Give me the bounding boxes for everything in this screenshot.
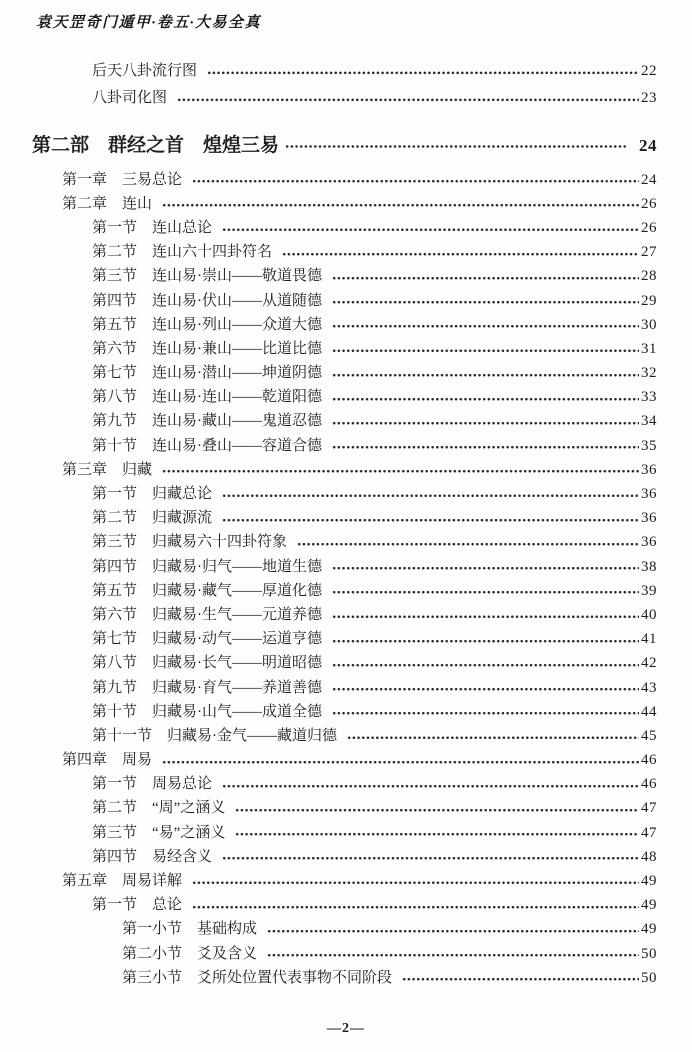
toc-entry-page: 32 bbox=[641, 365, 657, 382]
toc-entry-label: 第二节 连山六十四卦符名 bbox=[92, 244, 273, 261]
toc-list bbox=[0, 58, 692, 990]
page-number-footer: —2— bbox=[327, 1021, 365, 1036]
toc-entry bbox=[0, 652, 692, 676]
dot-leader bbox=[162, 749, 639, 773]
toc-entry bbox=[0, 482, 692, 506]
toc-entry bbox=[0, 531, 692, 555]
toc-entry bbox=[0, 603, 692, 627]
toc-entry-label: 第九节 连山易·藏山——鬼道忍德 bbox=[92, 413, 322, 430]
book-title-header: 袁天罡奇门遁甲·卷五·大易全真 bbox=[36, 15, 262, 31]
toc-entry bbox=[0, 918, 692, 942]
toc-entry-page: 29 bbox=[641, 292, 657, 309]
dot-leader bbox=[282, 241, 639, 265]
toc-entry-label: 第一小节 基础构成 bbox=[122, 921, 258, 938]
dot-leader bbox=[162, 458, 639, 482]
toc-entry-page: 40 bbox=[641, 606, 657, 623]
toc-entry bbox=[0, 628, 692, 652]
dot-leader bbox=[332, 410, 639, 434]
toc-entry-page: 49 bbox=[641, 897, 657, 914]
toc-entry-page: 41 bbox=[641, 631, 657, 648]
toc-entry bbox=[0, 130, 692, 160]
toc-entry-label: 第七节 归藏易·动气——运道亨德 bbox=[92, 631, 322, 648]
dot-leader bbox=[332, 337, 639, 361]
toc-entry bbox=[0, 337, 692, 361]
dot-leader bbox=[222, 507, 639, 531]
toc-entry-label: 第十节 连山易·叠山——容道合德 bbox=[92, 437, 322, 454]
dot-leader bbox=[332, 700, 639, 724]
dot-leader bbox=[402, 966, 639, 990]
toc-entry-label: 第八节 归藏易·长气——明道昭德 bbox=[92, 655, 322, 672]
toc-entry bbox=[0, 676, 692, 700]
toc-entry-label: 八卦司化图 bbox=[92, 90, 168, 106]
toc-entry-label: 第二节 归藏源流 bbox=[92, 510, 213, 527]
dot-leader bbox=[267, 918, 639, 942]
toc-entry bbox=[0, 966, 692, 990]
dot-leader bbox=[332, 603, 639, 627]
toc-entry-page: 36 bbox=[641, 486, 657, 503]
toc-entry-label: 第六节 归藏易·生气——元道养德 bbox=[92, 606, 322, 623]
toc-entry bbox=[0, 216, 692, 240]
dot-leader bbox=[177, 85, 639, 112]
toc-entry-page: 30 bbox=[641, 316, 657, 333]
toc-entry-label: 第三章 归藏 bbox=[62, 461, 153, 478]
toc-entry bbox=[0, 192, 692, 216]
toc-entry-page: 28 bbox=[641, 268, 657, 285]
toc-entry-page: 36 bbox=[641, 461, 657, 478]
toc-entry bbox=[0, 700, 692, 724]
toc-entry bbox=[0, 869, 692, 893]
toc-entry-label: 第二节 “周”之涵义 bbox=[92, 800, 226, 817]
toc-entry-page: 49 bbox=[641, 873, 657, 890]
toc-entry-page: 47 bbox=[641, 800, 657, 817]
toc-entry-page: 23 bbox=[641, 90, 657, 106]
toc-entry-label: 第六节 连山易·兼山——比道比德 bbox=[92, 340, 322, 357]
toc-entry-page: 35 bbox=[641, 437, 657, 454]
toc-entry-label: 第五节 连山易·列山——众道大德 bbox=[92, 316, 322, 333]
toc-entry-label: 第八节 连山易·连山——乾道阳德 bbox=[92, 389, 322, 406]
dot-leader bbox=[332, 434, 639, 458]
toc-entry bbox=[0, 579, 692, 603]
toc-entry bbox=[0, 313, 692, 337]
toc-entry-page: 46 bbox=[641, 776, 657, 793]
toc-entry-label: 第一节 连山总论 bbox=[92, 219, 213, 236]
dot-leader bbox=[192, 894, 639, 918]
toc-entry bbox=[0, 168, 692, 192]
toc-entry bbox=[0, 85, 692, 112]
toc-entry-page: 50 bbox=[641, 945, 657, 962]
toc-entry-page: 49 bbox=[641, 921, 657, 938]
toc-entry-page: 46 bbox=[641, 752, 657, 769]
toc-entry-label: 第一节 周易总论 bbox=[92, 776, 213, 793]
toc-entry-label: 第三节 “易”之涵义 bbox=[92, 824, 226, 841]
dot-leader bbox=[332, 628, 639, 652]
toc-entry-page: 45 bbox=[641, 727, 657, 744]
toc-entry bbox=[0, 458, 692, 482]
dot-leader bbox=[332, 555, 639, 579]
toc-entry-page: 43 bbox=[641, 679, 657, 696]
toc-entry-label: 第一章 三易总论 bbox=[62, 171, 183, 188]
toc-entry bbox=[0, 894, 692, 918]
dot-leader bbox=[332, 676, 639, 700]
dot-leader bbox=[332, 313, 639, 337]
toc-entry bbox=[0, 821, 692, 845]
toc-entry-label: 第二章 连山 bbox=[62, 195, 153, 212]
toc-entry-label: 第三小节 爻所处位置代表事物不同阶段 bbox=[122, 969, 393, 986]
dot-leader bbox=[192, 168, 639, 192]
toc-entry bbox=[0, 555, 692, 579]
toc-entry bbox=[0, 845, 692, 869]
dot-leader bbox=[222, 845, 639, 869]
dot-leader bbox=[332, 386, 639, 410]
toc-entry-label: 第一节 总论 bbox=[92, 897, 183, 914]
toc-entry-page: 48 bbox=[641, 848, 657, 865]
toc-entry-label: 第三节 连山易·崇山——敬道畏德 bbox=[92, 268, 322, 285]
dot-leader bbox=[285, 130, 628, 160]
toc-entry-page: 39 bbox=[641, 582, 657, 599]
toc-entry-label: 第四节 易经含义 bbox=[92, 848, 213, 865]
toc-entry-label: 第二部 群经之首 煌煌三易 bbox=[32, 134, 280, 156]
toc-entry-label: 第五节 归藏易·藏气——厚道化德 bbox=[92, 582, 322, 599]
toc-entry-label: 第三节 归藏易六十四卦符象 bbox=[92, 534, 288, 551]
toc-entry bbox=[0, 797, 692, 821]
toc-entry bbox=[0, 724, 692, 748]
dot-leader bbox=[332, 362, 639, 386]
dot-leader bbox=[192, 869, 639, 893]
toc-entry-page: 24 bbox=[641, 171, 657, 188]
dot-leader bbox=[207, 58, 639, 85]
toc-entry-page: 26 bbox=[641, 219, 657, 236]
dot-leader bbox=[222, 773, 639, 797]
toc-entry-label: 第七节 连山易·潜山——坤道阴德 bbox=[92, 365, 322, 382]
toc-entry-page: 34 bbox=[641, 413, 657, 430]
toc-entry-label: 第十一节 归藏易·金气——藏道归德 bbox=[92, 727, 337, 744]
toc-entry-page: 27 bbox=[641, 244, 657, 261]
toc-entry-page: 36 bbox=[641, 510, 657, 527]
toc-entry bbox=[0, 942, 692, 966]
toc-entry bbox=[0, 434, 692, 458]
dot-leader bbox=[222, 482, 639, 506]
toc-entry bbox=[0, 386, 692, 410]
dot-leader bbox=[222, 216, 639, 240]
dot-leader bbox=[332, 289, 639, 313]
toc-entry-label: 第二小节 爻及含义 bbox=[122, 945, 258, 962]
toc-entry bbox=[0, 58, 692, 85]
toc-entry bbox=[0, 362, 692, 386]
dot-leader bbox=[267, 942, 639, 966]
toc-entry bbox=[0, 241, 692, 265]
toc-entry-label: 第九节 归藏易·育气——养道善德 bbox=[92, 679, 322, 696]
toc-entry bbox=[0, 749, 692, 773]
toc-entry-page: 50 bbox=[641, 969, 657, 986]
toc-entry-label: 第四章 周易 bbox=[62, 752, 153, 769]
toc-entry-page: 44 bbox=[641, 703, 657, 720]
toc-entry-label: 第四节 连山易·伏山——从道随德 bbox=[92, 292, 322, 309]
toc-entry-label: 后天八卦流行图 bbox=[92, 63, 198, 79]
dot-leader bbox=[162, 192, 639, 216]
dot-leader bbox=[347, 724, 639, 748]
toc-entry bbox=[0, 507, 692, 531]
toc-entry-page: 24 bbox=[639, 135, 657, 155]
toc-entry-page: 26 bbox=[641, 195, 657, 212]
toc-entry-label: 第四节 归藏易·归气——地道生德 bbox=[92, 558, 322, 575]
toc-entry bbox=[0, 265, 692, 289]
toc-entry-page: 42 bbox=[641, 655, 657, 672]
toc-entry bbox=[0, 773, 692, 797]
toc-entry bbox=[0, 410, 692, 434]
toc-entry-label: 第一节 归藏总论 bbox=[92, 486, 213, 503]
toc-entry-page: 33 bbox=[641, 389, 657, 406]
toc-entry-page: 31 bbox=[641, 340, 657, 357]
toc-entry-label: 第十节 归藏易·山气——成道全德 bbox=[92, 703, 322, 720]
toc-entry bbox=[0, 289, 692, 313]
toc-entry-page: 38 bbox=[641, 558, 657, 575]
toc-entry-page: 22 bbox=[641, 63, 657, 79]
toc-entry-label: 第五章 周易详解 bbox=[62, 873, 183, 890]
toc-entry-page: 47 bbox=[641, 824, 657, 841]
toc-entry-page: 36 bbox=[641, 534, 657, 551]
dot-leader bbox=[332, 652, 639, 676]
dot-leader bbox=[235, 821, 639, 845]
dot-leader bbox=[332, 265, 639, 289]
dot-leader bbox=[297, 531, 639, 555]
dot-leader bbox=[235, 797, 639, 821]
dot-leader bbox=[332, 579, 639, 603]
